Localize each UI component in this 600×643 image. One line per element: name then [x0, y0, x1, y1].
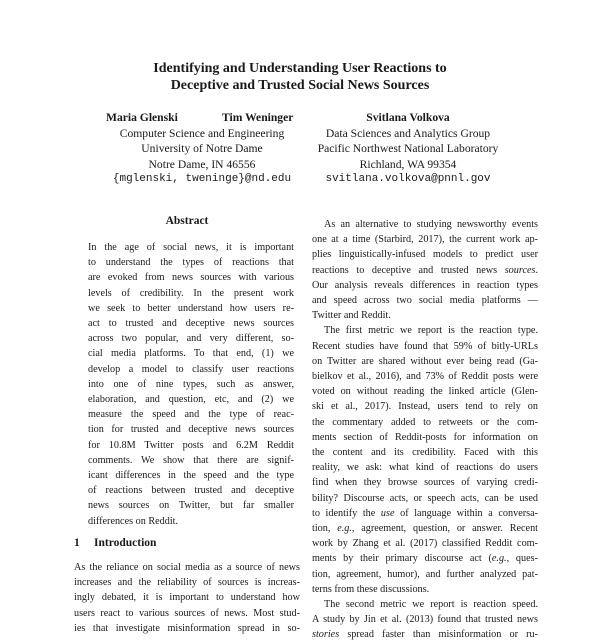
text-line: ments section of Reddit-posts for information on — [312, 431, 538, 443]
author-affiliation: Computer Science and Engineering — [119, 126, 285, 140]
paragraph — [312, 597, 538, 643]
text-line: In the age of social news, it is important — [88, 242, 294, 253]
section-number: 1 — [74, 537, 80, 549]
abstract-heading: Abstract — [165, 215, 209, 227]
emphasis: e.g. — [337, 523, 352, 535]
emphasis: stories — [312, 629, 340, 641]
author-email[interactable]: {mglenski, tweninge}@nd.edu — [112, 173, 292, 185]
emphasis: use — [380, 507, 395, 519]
text-fragment: tion, — [312, 523, 338, 535]
text-fragment: to identify the — [312, 507, 381, 519]
text-line: reality, we ask: what kind of reactions do users — [312, 462, 538, 474]
emphasis: sources — [504, 264, 536, 276]
text-line: voted on without reading the linked article (Glen- — [312, 386, 538, 398]
text-line — [312, 263, 538, 278]
text-line: we seek to better understand how users re- — [88, 302, 294, 314]
text-line: act to trusted and deceptive news sources — [88, 318, 294, 330]
text-line: The second metric we report is reaction speed. — [324, 599, 538, 611]
text-line: the commentary added to retweets or the com- — [312, 416, 538, 428]
author-name: Maria Glenski — [106, 111, 178, 124]
text-line: elaboration, and question, etc, and (2) we — [88, 394, 294, 406]
text-line: increases and the reliability of sources is increas- — [74, 577, 300, 589]
text-line: develop a model to classify user reactions — [88, 363, 294, 375]
text-line: A study by Jin et al. (2013) found that trusted news — [312, 614, 538, 626]
text-fragment: , agreement, question, or answer. Recent — [351, 523, 538, 535]
text-line: find when they browse sources of varying credi- — [312, 477, 538, 489]
author-address: Richland, WA 99354 — [359, 157, 457, 171]
section-heading — [74, 537, 156, 549]
text-line: measure the speed and the type of reac- — [88, 409, 294, 421]
text-line: Recent studies have found that 59% of bitly-URLs — [312, 340, 538, 352]
author-affiliation: Pacific Northwest National Laboratory — [317, 142, 499, 155]
text-line: tion, agreement, humor), and further analyzed pat- — [312, 568, 538, 580]
text-fragment: reactions to deceptive and trusted news — [312, 264, 505, 276]
section-title: Introduction — [94, 537, 157, 549]
text-line: Twitter and Reddit. — [312, 310, 391, 322]
text-line: ski et al., 2017). Instead, users tend to rely on — [312, 401, 538, 413]
text-line: are evoked from news sources with various — [88, 272, 294, 284]
author-address: Notre Dame, IN 46556 — [148, 157, 256, 171]
text-fragment: . — [535, 264, 538, 276]
author-block-right — [308, 110, 508, 188]
author-names-left — [102, 110, 302, 126]
text-line — [312, 627, 538, 642]
text-fragment: ments by their primary discourse act ( — [312, 553, 492, 565]
paragraph — [312, 323, 538, 597]
text-line — [312, 551, 538, 566]
text-fragment: , ques- — [506, 553, 538, 565]
text-line — [312, 506, 538, 521]
author-name: Svitlana Volkova — [366, 111, 450, 124]
text-line: bility? Discourse acts, or speech acts, can be used — [312, 492, 538, 504]
text-line: cial media platforms. To that end, (1) we — [88, 348, 294, 360]
text-line: bielkov et al., 2016), and 73% of Reddit posts were — [312, 371, 538, 383]
text-line: Our analysis reveals differences in reaction types — [312, 279, 538, 291]
text-line: As an alternative to studying newsworthy events — [324, 219, 538, 230]
text-line: As the reliance on social media as a source of news — [74, 562, 300, 573]
author-block-left — [102, 110, 302, 188]
title-line-1: Identifying and Understanding User Reactions to — [153, 61, 447, 76]
paragraph — [312, 217, 538, 323]
emphasis: e.g. — [491, 553, 507, 565]
text-line: for 10.8M Twitter posts and 6.2M Reddit — [88, 439, 294, 451]
text-line: differences on Reddit. — [88, 515, 179, 527]
text-line: users react to various sources of news. Most stud- — [74, 607, 300, 619]
paper-title — [60, 60, 540, 94]
text-line: news sources on Twitter, but far smaller — [88, 500, 294, 512]
text-line: of reactions between trusted and deceptive — [88, 485, 294, 497]
text-line: ingly debated, it is important to understand how — [74, 592, 300, 604]
text-line: and speed across two social media platforms — — [312, 295, 538, 307]
title-line-2: Deceptive and Trusted Social News Sources — [170, 78, 430, 93]
right-column — [312, 217, 538, 643]
text-line: icant differences in the speed and the type — [88, 470, 294, 482]
abstract-body — [88, 240, 294, 529]
intro-body — [74, 560, 300, 636]
text-line: the content and its credibility. Faced with this — [312, 447, 538, 459]
text-line: across two popular, and very different, so- — [88, 333, 294, 345]
text-line: levels of credibility. In the present work — [88, 287, 294, 299]
author-affiliation: Data Sciences and Analytics Group — [325, 126, 491, 140]
text-fragment: spread faster than misinformation or ru- — [339, 629, 538, 641]
text-line: plies linguistically-infused models to predict user — [312, 249, 538, 261]
text-line: The first metric we report is the reaction type. — [324, 325, 538, 337]
text-fragment: of language within a conversa- — [394, 507, 538, 519]
text-line: ies that investigate misinformation spread in so- — [74, 622, 300, 634]
text-line: work by Zhang et al. (2017) classified Reddit com- — [312, 538, 538, 550]
text-line: on Twitter are shared without ever being read (Ga- — [312, 355, 538, 367]
author-name: Tim Weninger — [222, 111, 294, 124]
text-line: terns from these discussions. — [312, 583, 430, 595]
text-line: to understand the types of reactions that — [88, 257, 294, 269]
text-line — [312, 521, 538, 536]
text-line: one at a time (Starbird, 2017), the current work ap- — [312, 234, 538, 246]
author-affiliation: University of Notre Dame — [141, 142, 263, 155]
text-line: into one of nine types, such as answer, — [88, 378, 294, 390]
text-line: tion for trusted and deceptive news sources — [88, 424, 294, 436]
text-line: comments. We show that there are signif- — [88, 454, 294, 466]
author-email[interactable]: svitlana.volkova@pnnl.gov — [325, 173, 491, 185]
